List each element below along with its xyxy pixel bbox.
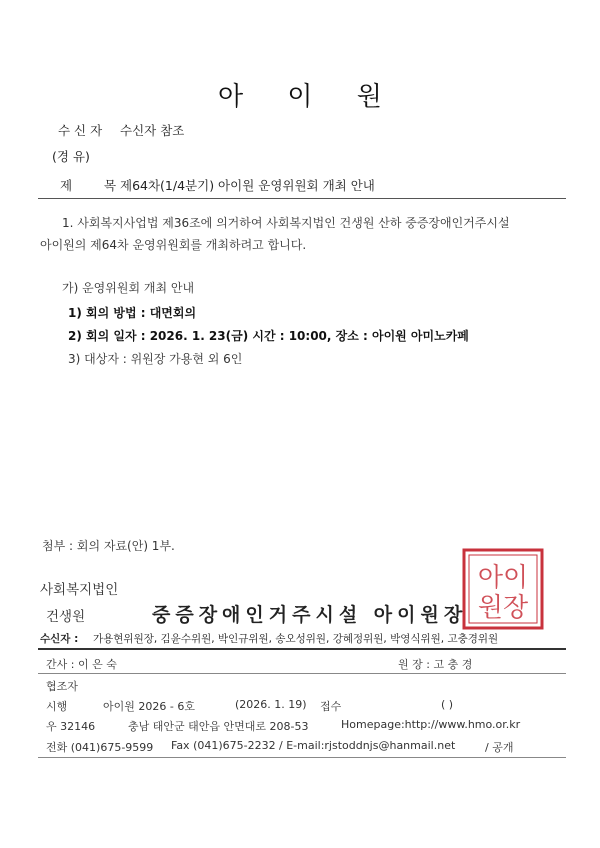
enforce-date: (2026. 1. 19)	[235, 698, 307, 711]
cooperator-line: 협조자	[46, 680, 78, 693]
header-divider	[38, 198, 566, 199]
approval-divider	[38, 673, 566, 674]
body-paragraph-line1: 1. 사회복지사업법 제36조에 의거하여 사회복지법인 건생원 산하 중증장애인거주시설	[62, 216, 510, 230]
director-line: 원 장 : 고 충 경	[398, 658, 473, 671]
item-meeting-method-label: 1) 회의 방법 :	[68, 306, 150, 320]
checker-line: 간사 : 이 은 숙	[46, 658, 117, 671]
sender-facility: 중증장애인거주시설 아이원장	[152, 604, 468, 626]
section-header: 가) 운영위원회 개최 안내	[62, 281, 195, 295]
enforce-number: 아이원 2026 - 6호	[103, 700, 195, 713]
fax-number: Fax (041)675-2232	[171, 739, 276, 752]
document-title: 아 이 원	[218, 82, 400, 112]
seal-text-bottom: 원장	[477, 593, 529, 623]
body-paragraph-line2: 아이원의 제64차 운영위원회를 개최하려고 합니다.	[40, 238, 307, 252]
receipt-label: 접수	[320, 700, 342, 713]
receipt-field: ( )	[441, 698, 454, 711]
email-address[interactable]: / E-mail:rjstoddnjs@hanmail.net	[279, 739, 456, 752]
recipients-divider	[38, 648, 566, 650]
sender-corporation: 사회복지법인	[40, 582, 119, 598]
address: 충남 태안군 태안읍 안면대로 208-53	[128, 720, 309, 733]
recipient-value: 수신자 참조	[120, 123, 185, 138]
subject-label: 제 목	[60, 178, 131, 193]
seal-text-top: 아이	[477, 563, 529, 593]
item-meeting-method-value: 대면회의	[149, 306, 197, 320]
via-label: (경 유)	[52, 149, 90, 164]
disclosure-status: / 공개	[485, 741, 514, 754]
official-seal	[462, 548, 544, 630]
item-attendees: 3) 대상자 : 위원장 가용현 외 6인	[68, 352, 243, 366]
recipient-label: 수 신 자	[58, 123, 103, 138]
item-meeting-date: 2) 회의 일자 : 2026. 1. 23(금) 시간 : 10:00, 장소 : 아이원 아미노카페	[68, 329, 469, 343]
sender-parent: 건생원	[46, 609, 86, 625]
recipients-label: 수신자 :	[40, 633, 79, 645]
attachment-line: 첨부 : 회의 자료(안) 1부.	[42, 539, 175, 553]
item-meeting-method	[68, 304, 196, 321]
subject-value: 제64차(1/4분기) 아이원 운영위원회 개최 안내	[120, 178, 375, 193]
footer-divider	[38, 757, 566, 758]
recipients-list: 가용현위원장, 김윤수위원, 박인규위원, 송오성위원, 강혜정위원, 박영식위원, 고충경위원	[93, 633, 499, 645]
homepage-link[interactable]: Homepage:http://www.hmo.or.kr	[341, 718, 521, 731]
postal-code: 우 32146	[46, 720, 96, 733]
phone-number: 전화 (041)675-9599	[46, 741, 154, 754]
enforce-label: 시행	[46, 700, 68, 713]
